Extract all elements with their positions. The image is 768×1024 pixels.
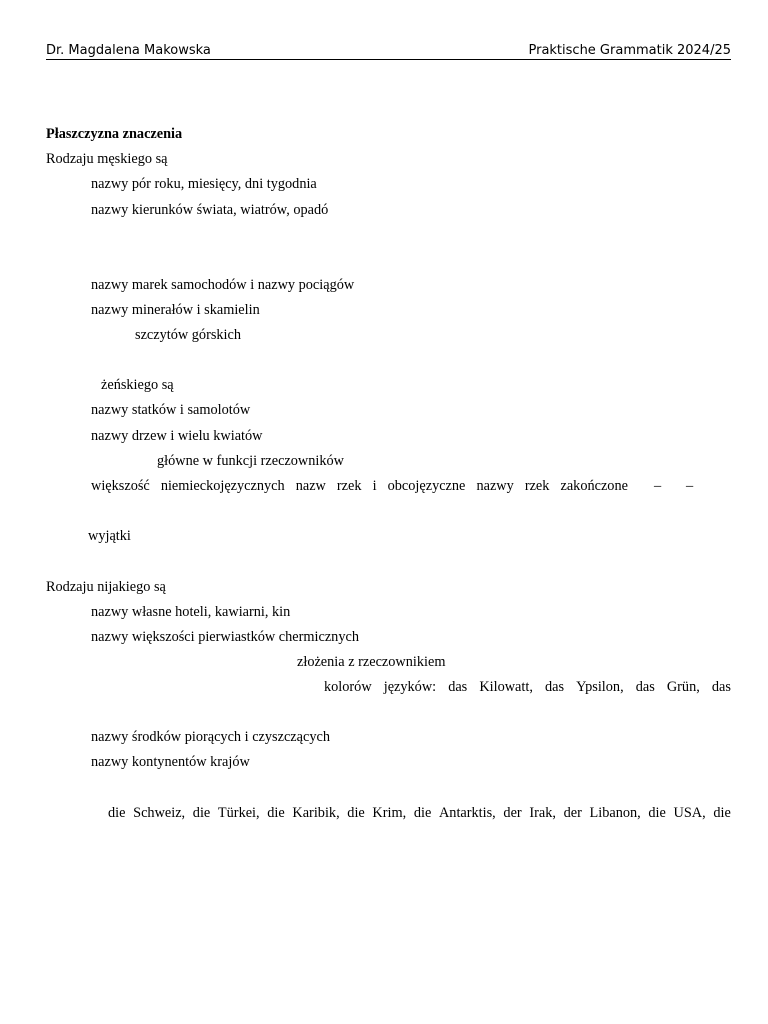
word: die — [192, 805, 211, 821]
neuter-item: złożenia z rzeczownikiem — [297, 654, 446, 670]
word: Krim, — [372, 805, 407, 821]
word: die — [108, 805, 126, 821]
word: das — [544, 679, 565, 695]
word: niemieckojęzycznych — [160, 478, 285, 494]
word: Grün, — [666, 679, 700, 695]
countries-line — [108, 805, 731, 821]
word: Antarktis, — [438, 805, 496, 821]
word: das — [711, 679, 731, 695]
word: das — [448, 679, 468, 695]
word: der — [563, 805, 582, 821]
word: USA, — [673, 805, 706, 821]
word: der — [503, 805, 522, 821]
exceptions-label: wyjątki — [88, 528, 131, 544]
word: Ypsilon, — [576, 679, 624, 695]
masculine-item: nazwy marek samochodów i nazwy pociągów — [91, 277, 355, 293]
word: Karibik, — [292, 805, 340, 821]
feminine-item: główne w funkcji rzeczowników — [157, 453, 344, 469]
feminine-item: nazwy drzew i wielu kwiatów — [91, 428, 263, 444]
word: Türkei, — [217, 805, 260, 821]
masculine-item: nazwy minerałów i skamielin — [91, 302, 260, 318]
header-course: Praktische Grammatik 2024/25 — [528, 43, 731, 58]
word: das — [635, 679, 655, 695]
masculine-item: nazwy kierunków świata, wiatrów, opadó — [91, 202, 329, 218]
word: Libanon, — [589, 805, 641, 821]
word: Schweiz, — [133, 805, 186, 821]
word: rzek — [524, 478, 550, 494]
neuter-item: nazwy środków piorących i czyszczących — [91, 729, 330, 745]
section-heading: Płaszczyzna znaczenia — [46, 126, 183, 142]
neuter-item: nazwy własne hoteli, kawiarni, kin — [91, 604, 291, 620]
neuter-examples-line — [324, 679, 731, 695]
neuter-item: nazwy większości pierwiastków chermicznych — [91, 629, 359, 645]
word: kolorów — [324, 679, 372, 695]
masculine-item: nazwy pór roku, miesięcy, dni tygodnia — [91, 176, 317, 192]
word: rzek — [336, 478, 362, 494]
word: die — [267, 805, 285, 821]
feminine-item: nazwy statków i samolotów — [91, 402, 251, 418]
header-author: Dr. Magdalena Makowska — [46, 43, 211, 58]
word: die — [713, 805, 731, 821]
word: die — [648, 805, 666, 821]
word: nazwy — [476, 478, 514, 494]
dash: – — [686, 478, 694, 494]
word: języków: — [383, 679, 437, 695]
feminine-rivers-line — [91, 478, 628, 494]
word: większość — [91, 478, 150, 494]
dash: – — [654, 478, 662, 494]
word: zakończone — [560, 478, 628, 494]
masculine-item: szczytów górskich — [135, 327, 242, 343]
feminine-intro: żeńskiego są — [101, 377, 174, 393]
word: i — [372, 478, 377, 494]
word: nazw — [295, 478, 326, 494]
masculine-intro: Rodzaju męskiego są — [46, 151, 168, 167]
word: Kilowatt, — [479, 679, 533, 695]
word: die — [413, 805, 432, 821]
word: obcojęzyczne — [387, 478, 466, 494]
word: die — [347, 805, 365, 821]
neuter-intro: Rodzaju nijakiego są — [46, 579, 166, 595]
page-header — [46, 42, 731, 60]
neuter-item: nazwy kontynentów krajów — [91, 754, 250, 770]
word: Irak, — [529, 805, 556, 821]
